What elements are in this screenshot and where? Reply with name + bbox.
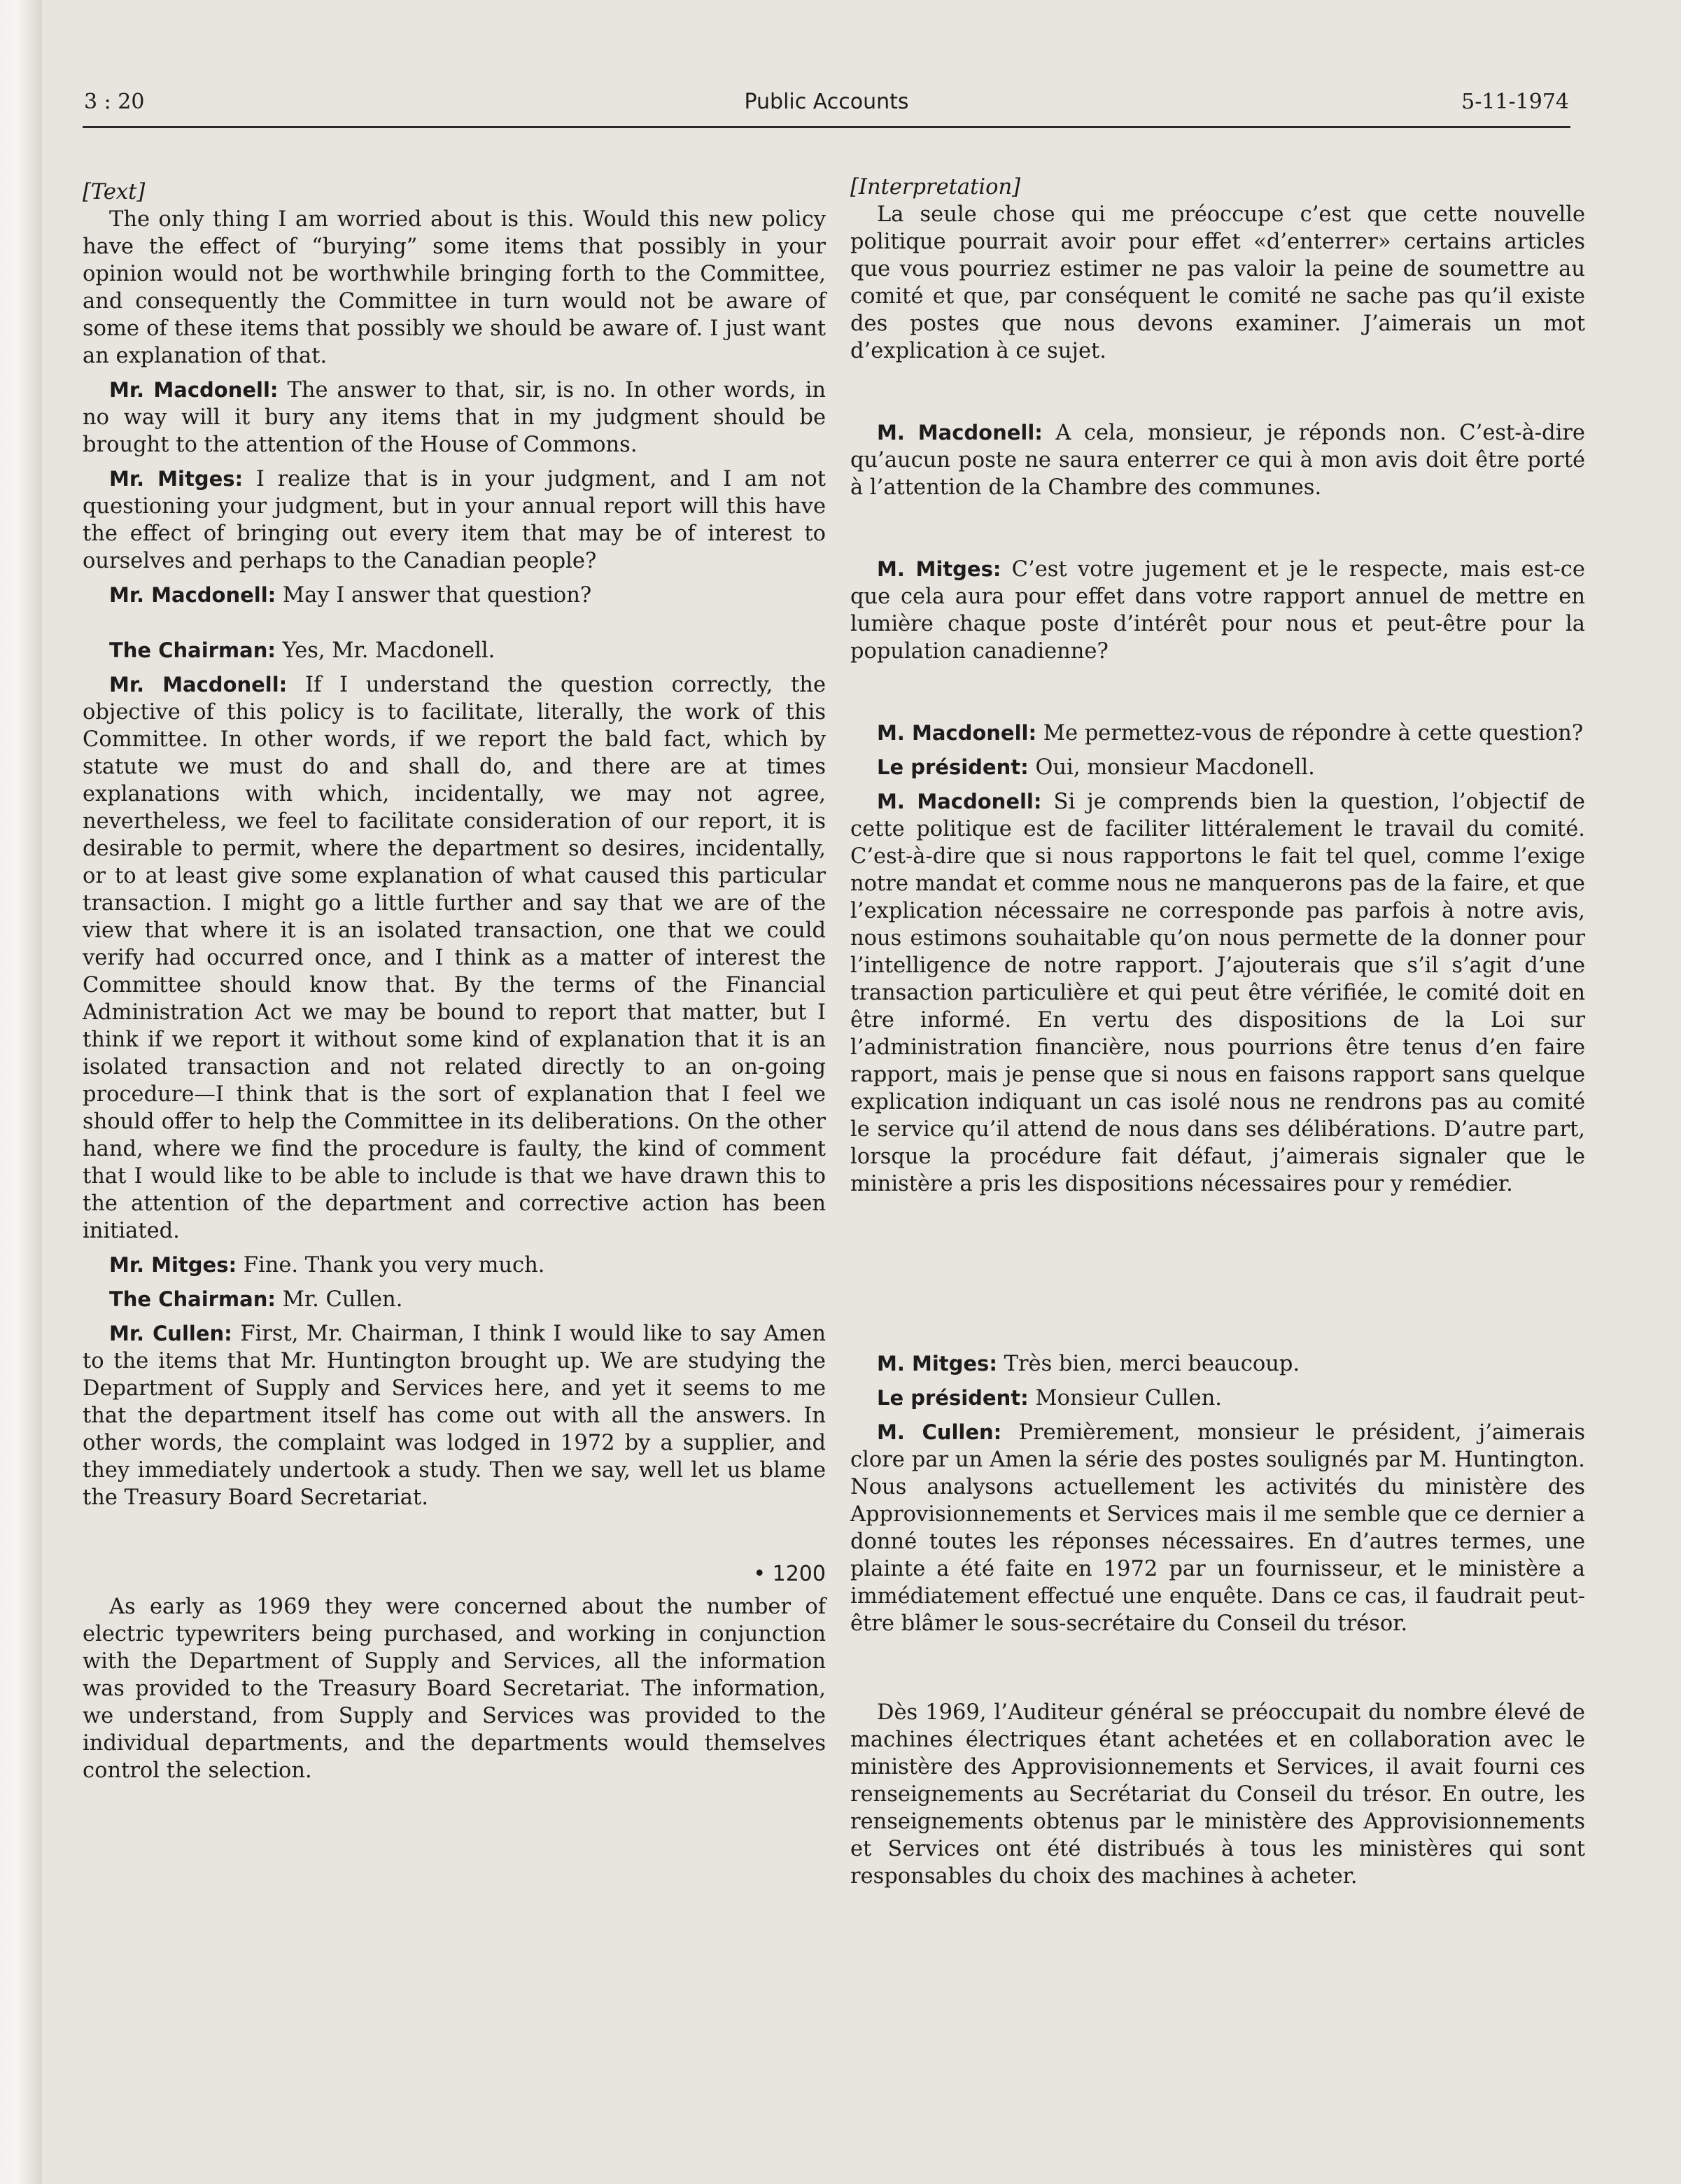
speaker-name: Mr. Mitges: [109, 1253, 237, 1277]
speaker-name: Mr. Mitges: [109, 467, 244, 491]
speaker-name: M. Macdonell: [877, 421, 1043, 444]
speech [83, 637, 826, 664]
interpretation-tag: [Interpretation] [850, 175, 1020, 200]
text-tag: [Text] [83, 180, 146, 204]
time-marker: • 1200 [753, 1562, 826, 1586]
speaker-name: The Chairman: [109, 638, 276, 662]
speaker-name: Le président: [877, 755, 1029, 779]
speech-text: Yes, Mr. Macdonell. [275, 638, 495, 663]
speaker-name: Mr. Macdonell: [109, 378, 279, 402]
speaker-name: M. Macdonell: [877, 790, 1042, 813]
speech-text: Fine. Thank you very much. [237, 1253, 545, 1278]
speaker-name: M. Mitges: [877, 1352, 997, 1376]
speaker-name: Mr. Macdonell: [109, 583, 276, 607]
speech-text: Me permettez-vous de répondre à cette question? [1036, 721, 1584, 746]
speech [83, 1286, 826, 1313]
speech-text: Premièrement, monsieur le président, j’aimerais clore par un Amen la série des postes soulignés par M. Huntington. Nous analysons actuellement les activités du ministère des Approvisionnements et Services mais il me semble que ce dernier a donné toutes les réponses nécessaires. En d’autres termes, une plainte a été faite en 1972 par un fournisseur, et le ministère a immédiatement effectué une enquête. Dans ce cas, il faudrait peut-être blâmer le sous-secrétaire du Conseil du trésor. [850, 1420, 1585, 1636]
speech [850, 1385, 1585, 1412]
page-edge [0, 0, 42, 2184]
paragraph: The only thing I am worried about is this. Would this new policy have the effect of “burying” some items that possibly in your opinion would not be worthwhile bringing forth to the Committee, and consequently the Committee in turn would not be aware of some of these items that possibly we should be aware of. I just want an explanation of that. [83, 207, 826, 368]
speech-text: C’est votre jugement et je le respecte, mais est-ce que cela aura pour effet dans votre rapport annuel de mettre en lumière chaque poste d’intérêt pour nous et peut-être pour la population canadienne? [850, 557, 1585, 664]
speaker-name: M. Cullen: [877, 1420, 1002, 1444]
running-head [83, 83, 1570, 128]
speaker-name: Le président: [877, 1386, 1029, 1410]
speech [83, 465, 826, 575]
speech [850, 788, 1585, 1198]
speech [83, 1252, 826, 1279]
speech [850, 720, 1585, 747]
speech-text: A cela, monsieur, je réponds non. C’est-à-dire qu’aucun poste ne saura enterrer ce qui à mon avis doit être porté à l’attention de la Chambre des communes. [850, 421, 1585, 500]
speech [850, 556, 1585, 665]
speech-text: Mr. Cullen. [275, 1287, 403, 1312]
publication-title: Public Accounts [744, 90, 909, 114]
speech [83, 671, 826, 1245]
speaker-name: Mr. Macdonell: [109, 673, 288, 696]
speech [83, 1320, 826, 1511]
page-number: 3 : 20 [84, 90, 145, 114]
speech [850, 1419, 1585, 1637]
speech-text: I realize that is in your judgment, and I am not questioning your judgment, but in your annual report will this have the effect of bringing out every item that may be of interest to ourselves and perhaps to the Canadian people? [83, 467, 826, 573]
speech-text: May I answer that question? [276, 583, 592, 608]
speech [850, 419, 1585, 501]
speaker-name: The Chairman: [109, 1287, 276, 1311]
speech-text: Si je comprends bien la question, l’objectif de cette politique est de faciliter littéralement le travail du comité. C’est-à-dire que si nous rapportons le fait tel quel, comme l’exige notre mandat et comme nous ne manquerons pas de la faire, et que l’explication nécessaire ne corresponde pas parfois à notre avis, nous estimons souhaitable qu’on nous permette de la donner pour l’intelligence de notre rapport. J’ajouterais que s’il s’agit d’une transaction particulière et qui peut être vérifiée, le comité doit en être informé. En vertu des dispositions de la Loi sur l’administration financière, nous pourrions être tenus d’en faire rapport, mais je pense que si nous en faisons rapport sans quelque explication indiquant un cas isolé nous ne rendrons pas au comité le service qu’il attend de nous dans ses délibérations. D’autre part, lorsque la procédure fait défaut, j’aimerais signaler que le ministère a pris les dispositions nécessaires pour y remédier. [850, 790, 1585, 1196]
speech-text: Oui, monsieur Macdonell. [1028, 755, 1315, 780]
paragraph: As early as 1969 they were concerned about the number of electric typewriters being purchased, and working in conjunction with the Department of Supply and Services, all the information was provided to the Treasury Board Secretariat. The information, we understand, from Supply and Services was provided to the individual departments, and the departments would themselves control the selection. [83, 1595, 826, 1783]
speech [850, 754, 1585, 781]
speech [83, 582, 826, 609]
speaker-name: M. Macdonell: [877, 721, 1037, 745]
english-column [83, 178, 826, 1784]
speech [83, 377, 826, 458]
paragraph: Dès 1969, l’Auditeur général se préoccupait du nombre élevé de machines électriques étant achetées et en collaboration avec le ministère des Approvisionnements et Services, il avait fourni ces renseignements au Secrétariat du Conseil du trésor. En outre, les renseignements obtenus par le ministère des Approvisionnements et Services ont été distribués à tous les ministères qui sont responsables du choix des machines à acheter. [850, 1700, 1585, 1889]
french-column [850, 174, 1585, 1890]
speech-text: If I understand the question correctly, the objective of this policy is to facilitate, literally, the work of this Committee. In other words, if we report the bald fact, which by statute we must do and shall do, and there are at times explanations with which, incidentally, we may not agree, nevertheless, we feel to facilitate consideration of our report, it is desirable to permit, where the department so desires, incidentally, or to at least give some explanation of what caused this particular transaction. I might go a little further and say that we are of the view that where it is an isolated transaction, one that we could verify had occurred once, and I think as a matter of interest the Committee should know that. By the terms of the Financial Administration Act we may be bound to report that matter, but I think if we report it without some kind of explanation that it is an isolated transaction and not related directly to an on-going procedure—I think that is the sort of explanation that I feel we should offer to help the Committee in its deliberations. On the other hand, where we find the procedure is faulty, the kind of comment that I would like to be able to include is that we have drawn this to the attention of the department and corrective action has been initiated. [83, 673, 826, 1243]
speech-text: Très bien, merci beaucoup. [997, 1352, 1300, 1376]
speech-text: Monsieur Cullen. [1028, 1386, 1222, 1410]
speech-text: The answer to that, sir, is no. In other words, in no way will it bury any items that in my judgment should be brought to the attention of the House of Commons. [83, 378, 826, 457]
speaker-name: Mr. Cullen: [109, 1322, 232, 1345]
speech [850, 1350, 1585, 1378]
speaker-name: M. Mitges: [877, 557, 1001, 581]
issue-date: 5-11-1974 [1461, 90, 1569, 114]
paragraph: La seule chose qui me préoccupe c’est que cette nouvelle politique pourrait avoir pour effet «d’enterrer» certains articles que vous pourriez estimer ne pas valoir la peine de soumettre au comité et que, par conséquent le comité ne sache pas qu’il existe des postes que nous devons examiner. J’aimerais un mot d’explication à ce sujet. [850, 202, 1585, 363]
speech-text: First, Mr. Chairman, I think I would like to say Amen to the items that Mr. Huntington brought up. We are studying the Department of Supply and Services here, and yet it seems to me that the department itself has come out with all the answers. In other words, the complaint was lodged in 1972 by a supplier, and they immediately undertook a study. Then we say, well let us blame the Treasury Board Secretariat. [83, 1322, 826, 1510]
